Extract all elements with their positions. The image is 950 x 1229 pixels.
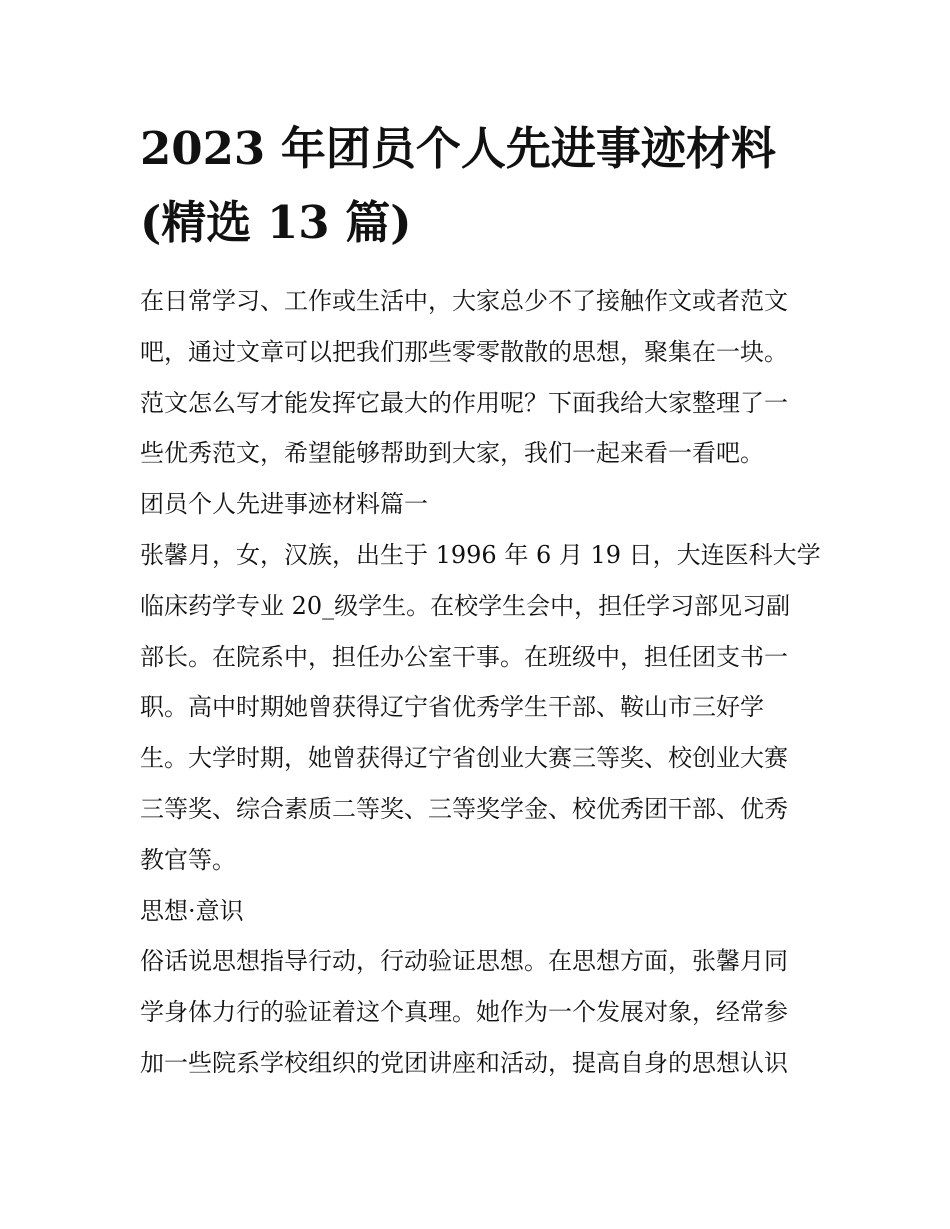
section-heading: 团员个人先进事迹材料篇一: [140, 490, 428, 519]
subsection-heading: 思想·意识: [140, 896, 244, 925]
body-line: 临床药学专业 20_级学生。在校学生会中，担任学习部见习副: [140, 591, 791, 620]
body-line: 生。大学时期，她曾获得辽宁省创业大赛三等奖、校创业大赛: [140, 744, 788, 773]
body-line: 加一些院系学校组织的党团讲座和活动，提高自身的思想认识: [140, 1048, 788, 1077]
body-line: 在日常学习、工作或生活中，大家总少不了接触作文或者范文: [140, 287, 788, 315]
body-line: 些优秀范文，希望能够帮助到大家，我们一起来看一看吧。: [140, 439, 764, 468]
body-line: 吧，通过文章可以把我们那些零零散散的思想，聚集在一块。: [140, 337, 788, 366]
body-line: 张馨月，女，汉族，出生于 1996 年 6 月 19 日，大连医科大学: [140, 540, 821, 569]
body-line: 职。高中时期她曾获得辽宁省优秀学生干部、鞍山市三好学: [140, 693, 764, 722]
title-line-1: 2023 年团员个人先进事迹材料: [140, 122, 776, 175]
body-line: 范文怎么写才能发挥它最大的作用呢？下面我给大家整理了一: [140, 388, 788, 417]
body-line: 三等奖、综合素质二等奖、三等奖学金、校优秀团干部、优秀: [140, 794, 788, 823]
body-line: 教官等。: [140, 845, 236, 874]
document-title: [140, 112, 820, 260]
body-line: 俗话说思想指导行动，行动验证思想。在思想方面，张馨月同: [140, 947, 788, 976]
document-body: [140, 276, 820, 1089]
body-line: 学身体力行的验证着这个真理。她作为一个发展对象，经常参: [140, 998, 788, 1027]
body-line: 部长。在院系中，担任办公室干事。在班级中，担任团支书一: [140, 642, 788, 671]
title-line-2: (精选 13 篇): [140, 196, 412, 249]
